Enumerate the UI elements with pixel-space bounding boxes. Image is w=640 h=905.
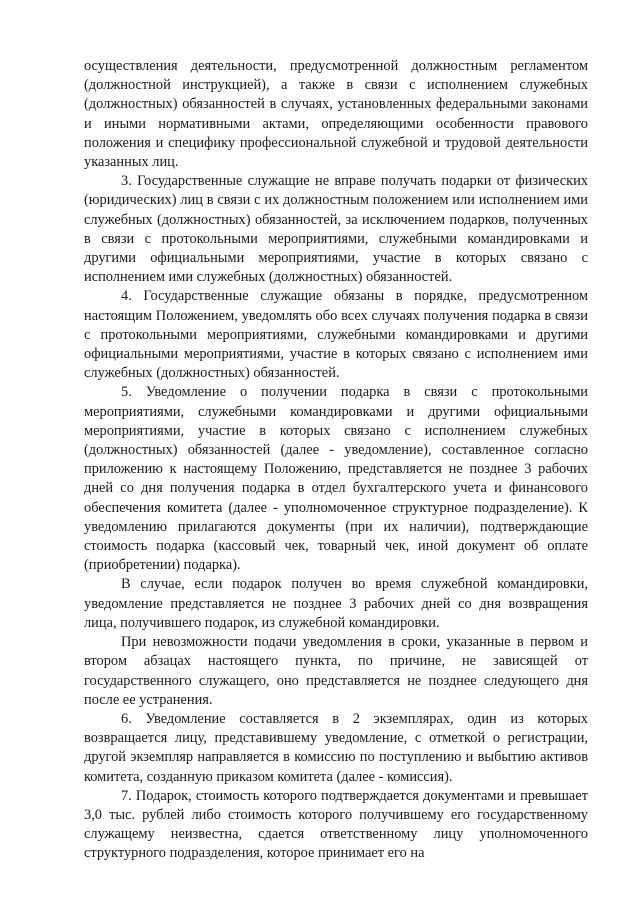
paragraph-item-3: 3. Государственные служащие не вправе получать подарки от физических (юридических) лиц в связи с их должностным положением или исполнением ими служебных (должностных) обязанностей, за исключением подарков, полученных в связи с протокольными мероприятиями, служебными командировками и другими официальными мероприятиями, участие в которых связано с исполнением ими служебных (должностных) обязанностей.: [84, 173, 588, 286]
paragraph-continuation: осуществления деятельности, предусмотренной должностным регламентом (должностной инструкцией), а также в связи с исполнением служебных (должностных) обязанностей в случаях, установленных федеральными законами и иными нормативными актами, определяющими особенности правового положения и специфику профессиональной служебной и трудовой деятельности указанных лиц.: [84, 58, 588, 171]
paragraph-item-5-impossibility: При невозможности подачи уведомления в сроки, указанные в первом и втором абзацах настоящего пункта, по причине, не зависящей от государственного служащего, оно представляется не позднее следующего дня после ее устранения.: [84, 634, 588, 708]
paragraph-item-5: 5. Уведомление о получении подарка в связи с протокольными мероприятиями, служебными командировками и другими официальными мероприятиями, участие в которых связано с исполнением служебных (должностных) обязанностей (далее - уведомление), составленное согласно приложению к настоящему Положению, представляется не позднее 3 рабочих дней со дня получения подарка в отдел бухгалтерского учета и финансового обеспечения комитета (далее - уполномоченное структурное подразделение). К уведомлению прилагаются документы (при их наличии), подтверждающие стоимость подарка (кассовый чек, товарный чек, иной документ об оплате (приобретении) подарка).: [84, 384, 588, 574]
paragraph-item-5-business-trip: В случае, если подарок получен во время служебной командировки, уведомление представляется не позднее 3 рабочих дней со дня возвращения лица, получившего подарок, из служебной командировки.: [84, 576, 588, 631]
paragraph-item-7: 7. Подарок, стоимость которого подтверждается документами и превышает 3,0 тыс. рублей либо стоимость которого получившему его государственному служащему неизвестна, сдается ответственному лицу уполномоченного структурного подразделения, которое принимает его на: [84, 787, 588, 862]
document-page: [84, 57, 588, 864]
paragraph-item-6: 6. Уведомление составляется в 2 экземплярах, один из которых возвращается лицу, представившему уведомление, с отметкой о регистрации, другой экземпляр направляется в комиссию по поступлению и выбытию активов комитета, созданную приказом комитета (далее - комиссия).: [84, 710, 588, 785]
paragraph-item-4: 4. Государственные служащие обязаны в порядке, предусмотренном настоящим Положением, уведомлять обо всех случаях получения подарка в связи с протокольными мероприятиями, служебными командировками и другими официальными мероприятиями, участие в которых связано с исполнением ими служебных (должностных) обязанностей.: [84, 288, 588, 382]
